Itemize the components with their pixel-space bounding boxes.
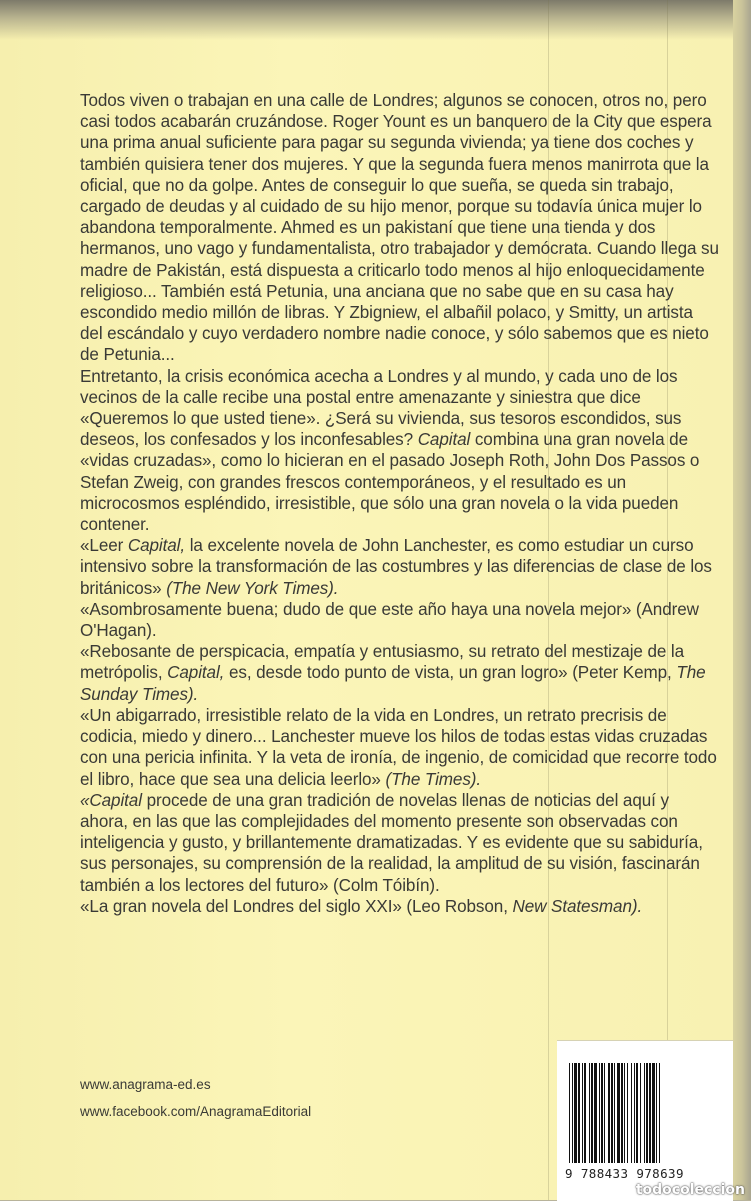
page-edge <box>733 0 751 1200</box>
review-quote: «Leer Capital, la excelente novela de John Lanchester, es como estudiar un curso intensivo sobre la transformación de las costumbres y las diferencias de clase de los británicos» (The New York Times). <box>80 536 712 598</box>
blurb-text <box>80 90 720 917</box>
barcode <box>557 1040 733 1201</box>
publisher-facebook: www.facebook.com/AnagramaEditorial <box>80 1104 312 1119</box>
barcode-bars <box>569 1063 721 1163</box>
synopsis-paragraph: Entretanto, la crisis económica acecha a Londres y al mundo, y cada uno de los vecinos de la calle recibe una postal entre amenazante y siniestra que dice «Queremos lo que usted tiene». ¿Será su vivienda, sus tesoros escondidos, sus deseos, los confesados y los inconfesables? Capital combina una gran novela de «vidas cruzadas», como lo hicieran en el pasado Joseph Roth, John Dos Passos o Stefan Zweig, con grandes frescos contemporáneos, y el resultado es un microcosmos espléndido, irresistible, que sólo una gran novela o la vida pueden contener. <box>80 366 700 535</box>
review-quote: «La gran novela del Londres del siglo XXI» (Leo Robson, New Statesman). <box>80 896 643 916</box>
review-quote: «Un abigarrado, irresistible relato de la vida en Londres, un retrato precrisis de codicia, miedo y dinero... Lanchester mueve los hilos de todas estas vidas cruzadas con una pericia infinita. Y la veta de ironía, de ingenio, de comicidad que recorre todo el libro, hace que sea una delicia leerlo» (The Times). <box>80 705 717 789</box>
isbn-number: 9 788433 978639 <box>565 1166 684 1181</box>
review-quote: «Capital procede de una gran tradición de novelas llenas de noticias del aquí y ahora, en las que las complejidades del momento presente son observadas con inteligencia y gusto, y brillantemente dramatizadas. Y es evidente que su sabiduría, sus personajes, su comprensión de la realidad, la amplitud de su visión, fascinarán también a los lectores del futuro» (Colm Tóibín). <box>80 790 703 895</box>
publisher-website: www.anagrama-ed.es <box>80 1077 211 1092</box>
synopsis-paragraph: Todos viven o trabajan en una calle de Londres; algunos se conocen, otros no, pero casi todos acabarán cruzándose. Roger Yount es un banquero de la City que espera una prima anual suficiente para pagar su segunda vivienda; ya tiene dos coches y también quisiera tener dos mujeres. Y que la segunda fuera menos manirrota que la oficial, que no da golpe. Antes de conseguir lo que sueña, se queda sin trabajo, cargado de deudas y al cuidado de su hijo menor, porque su todavía única mujer lo abandona temporalmente. Ahmed es un pakistaní que tiene una tienda y dos hermanos, uno vago y fundamentalista, otro trabajador y demócrata. Cuando llega su madre de Pakistán, está dispuesta a criticarlo todo menos al hijo enloquecidamente religioso... También está Petunia, una anciana que no sabe que en su casa hay escondido medio millón de libras. Y Zbigniew, el albañil polaco, y Smitty, un artista del escándalo y cuyo verdadero nombre nadie conoce, y sólo sabemos que es nieto de Petunia... <box>80 91 719 365</box>
review-quote: «Rebosante de perspicacia, empatía y entusiasmo, su retrato del mestizaje de la metrópolis, Capital, es, desde todo punto de vista, un gran logro» (Peter Kemp, The Sunday Times). <box>80 642 706 704</box>
review-quote: «Asombrosamente buena; dudo de que este año haya una novela mejor» (Andrew O'Hagan). <box>80 599 699 641</box>
top-shadow <box>0 0 751 40</box>
watermark: todocoleccion <box>635 1182 745 1198</box>
